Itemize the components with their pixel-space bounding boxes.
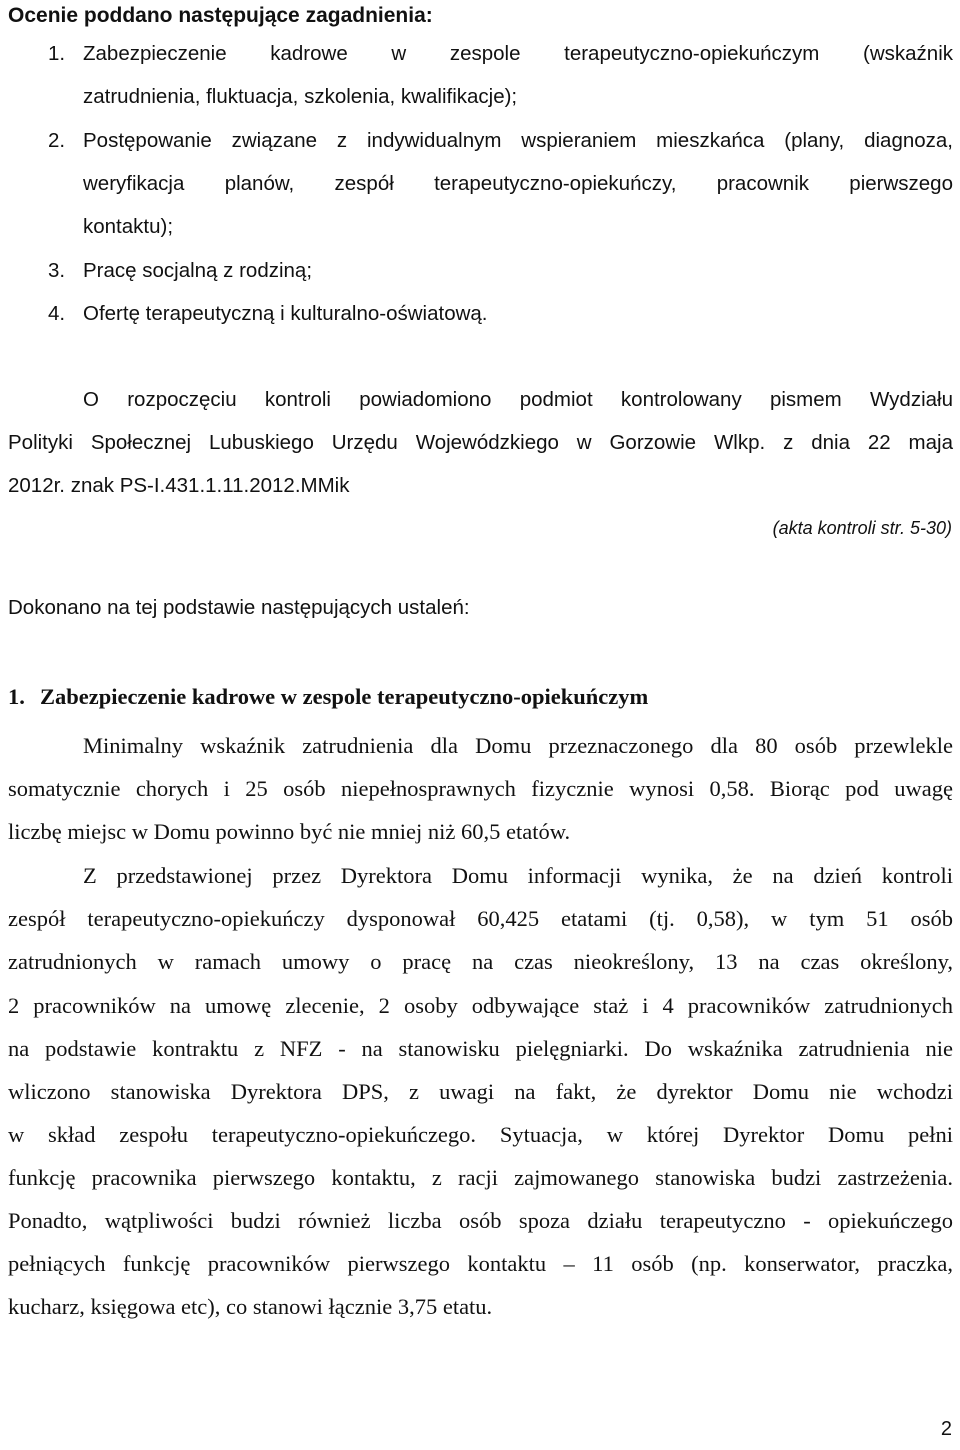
notice-line: O rozpoczęciu kontroli powiadomiono podmiot kontrolowany pismem Wydziału [83,388,953,411]
notice-line: Polityki Społecznej Lubuskiego Urzędu Wojewódzkiego w Gorzowie Wlkp. z dnia 22 maja [8,431,953,454]
paragraph-line: 2 pracowników na umowę zlecenie, 2 osoby odbywające staż i 4 pracowników zatrudnionych [8,993,953,1018]
list-item-line: kontaktu); [83,215,174,238]
paragraph-line: zespół terapeutyczno-opiekuńczy dysponował 60,425 etatami (tj. 0,58), w tym 51 osób [8,906,953,931]
paragraph-line: Ponadto, wątpliwości budzi również liczba osób spoza działu terapeutyczno - opiekuńczego [8,1208,953,1233]
list-number: 3. [48,259,66,282]
page-number: 2 [940,1418,952,1440]
list-item-line: Zabezpieczenie kadrowe w zespole terapeutyczno-opiekuńczym (wskaźnik [83,42,953,65]
list-number: 2. [48,129,66,152]
paragraph-line: Minimalny wskaźnik zatrudnienia dla Domu przeznaczonego dla 80 osób przewlekle [83,733,953,758]
paragraph-line: na podstawie kontraktu z NFZ - na stanowisku pielęgniarki. Do wskaźnika zatrudnienia nie [8,1036,953,1061]
section-heading: Ocenie poddano następujące zagadnienia: [8,4,433,27]
paragraph-line: wliczono stanowiska Dyrektora DPS, z uwagi na fakt, że dyrektor Domu nie wchodzi [8,1079,953,1104]
list-item-line: Pracę socjalną z rodziną; [83,259,313,282]
list-item-line: Ofertę terapeutyczną i kulturalno-oświatową. [83,302,488,325]
reference-note: (akta kontroli str. 5-30) [772,518,952,538]
paragraph-line: w skład zespołu terapeutyczno-opiekuńczego. Sytuacja, w której Dyrektor Domu pełni [8,1122,953,1147]
list-number: 1. [48,42,66,65]
paragraph-line: funkcję pracownika pierwszego kontaktu, z racji zajmowanego stanowiska budzi zastrzeżenia. [8,1165,953,1190]
findings-intro: Dokonano na tej podstawie następujących ustaleń: [8,596,470,619]
paragraph-line: liczbę miejsc w Domu powinno być nie mniej niż 60,5 etatów. [8,819,571,844]
list-item-line: Postępowanie związane z indywidualnym wspieraniem mieszkańca (plany, diagnoza, [83,129,953,152]
paragraph-line: pełniących funkcję pracowników pierwszego kontaktu – 11 osób (np. konserwator, praczka, [8,1251,953,1276]
paragraph-line: somatycznie chorych i 25 osób niepełnosprawnych fizycznie wynosi 0,58. Biorąc pod uwagę [8,776,953,801]
section-title: Zabezpieczenie kadrowe w zespole terapeutyczno-opiekuńczym [40,684,649,709]
paragraph-line: Z przedstawionej przez Dyrektora Domu informacji wynika, że na dzień kontroli [83,863,953,888]
list-number: 4. [48,302,66,325]
paragraph-line: zatrudnionych w ramach umowy o pracę na czas nieokreślony, 13 na czas określony, [8,949,953,974]
notice-line: 2012r. znak PS-I.431.1.11.2012.MMik [8,474,350,497]
list-item-line: weryfikacja planów, zespół terapeutyczno-opiekuńczy, pracownik pierwszego [83,172,953,195]
list-item-line: zatrudnienia, fluktuacja, szkolenia, kwalifikacje); [83,85,518,108]
section-number: 1. [8,684,25,709]
paragraph-line: kucharz, księgowa etc), co stanowi łącznie 3,75 etatu. [8,1294,493,1319]
